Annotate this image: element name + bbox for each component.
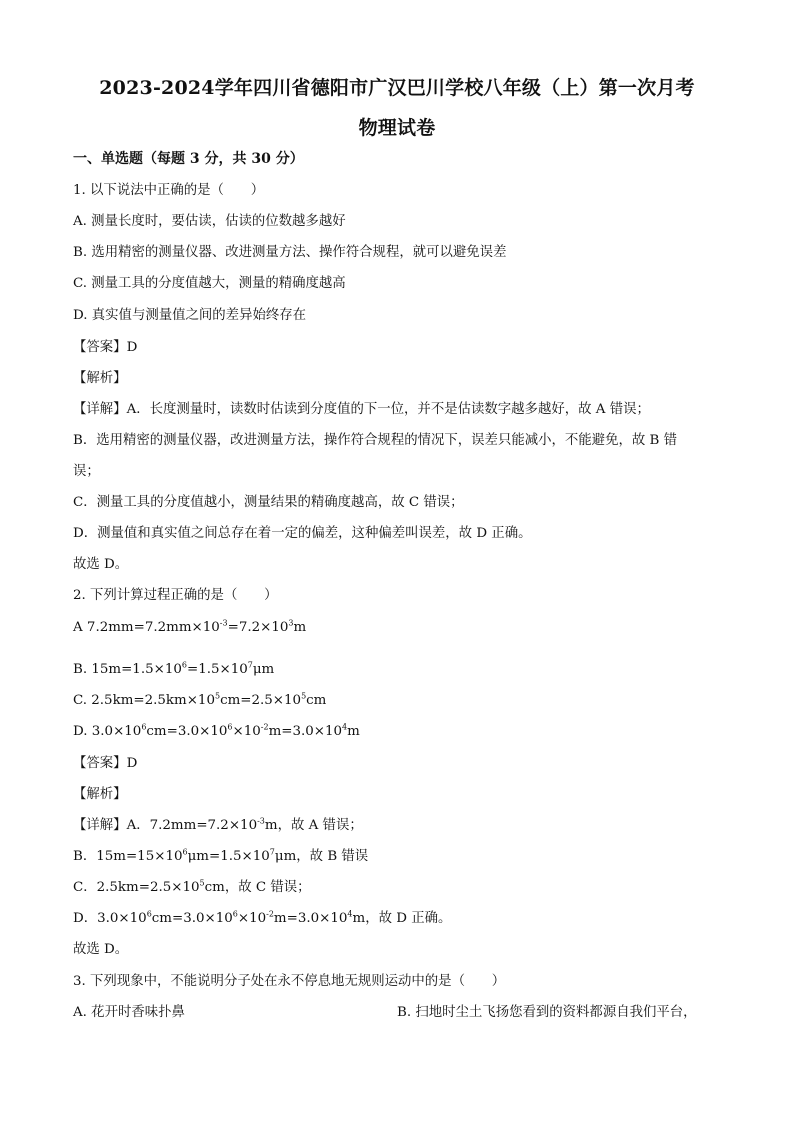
q1-stem: 1. 以下说法中正确的是（ ） xyxy=(73,183,265,198)
q1-detail-d: D．测量值和真实值之间总存在着一定的偏差，这种偏差叫误差，故 D 正确。 xyxy=(73,526,532,541)
q1-option-b: B. 选用精密的测量仪器、改进测量方法、操作符合规程，就可以避免误差 xyxy=(73,245,507,260)
paper-title-line2: 物理试卷 xyxy=(358,117,436,139)
answer-value: D xyxy=(126,756,138,771)
section-header: 一、单选题（每题 3 分，共 30 分） xyxy=(73,151,304,167)
q3-option-b: B. 扫地时尘土飞扬您看到的资料都源自我们平台， xyxy=(397,1005,697,1020)
q1-answer xyxy=(73,339,137,357)
q2-detail-b: B．$15m=15\times 10^6\mu m=1.5\times 10^7\mu m$，故 B 错误 xyxy=(73,847,369,864)
paper-title-line1: 2023-2024学年四川省德阳市广汉巴川学校八年级（上）第一次月考 xyxy=(99,77,695,99)
q1-option-d: D. 真实值与测量值之间的差异始终存在 xyxy=(73,308,307,323)
q2-option-c: C. $2.5km=2.5km\times 10^5cm=2.5\times 10^5cm$ xyxy=(73,691,327,708)
q1-option-a: A. 测量长度时，要估读，估读的位数越多越好 xyxy=(73,214,346,229)
answer-label: 【答案】 xyxy=(73,756,127,771)
detail-text: A．长度测量时，读数时估读到分度值的下一位，并不是估读数字越多越好，故 A 错误； xyxy=(126,402,650,417)
q2-conclusion: 故选 D。 xyxy=(73,942,129,957)
q2-option-b: B. $15m=1.5\times 10^6=1.5\times 10^7\mu m$ xyxy=(73,660,275,677)
q3-stem: 3. 下列现象中，不能说明分子处在永不停息地无规则运动中的是（ ） xyxy=(73,974,506,989)
q1-option-c: C. 测量工具的分度值越大，测量的精确度越高 xyxy=(73,276,346,291)
answer-value: D xyxy=(126,340,138,355)
q2-detail-c: C．$2.5km=2.5\times 10^5cm$，故 C 错误； xyxy=(73,878,311,895)
q2-stem: 2. 下列计算过程正确的是（ ） xyxy=(73,588,278,603)
detail-label: 【详解】 xyxy=(73,818,127,833)
q1-detail-b-line1: B．选用精密的测量仪器，改进测量方法，操作符合规程的情况下，误差只能减小，不能避免，故 B 错 xyxy=(73,433,677,448)
q1-analysis-label: 【解析】 xyxy=(73,371,127,386)
q2-detail-d: D．$3.0\times 10^6cm=3.0\times 10^6\times 10^{-2}m=3.0\times 10^4m$，故 D 正确。 xyxy=(73,909,452,926)
q2-option-d: D. $3.0\times 10^6cm=3.0\times 10^6\times 10^{-2}m=3.0\times 10^4m$ xyxy=(73,722,360,739)
detail-label: 【详解】 xyxy=(73,402,127,417)
q1-conclusion: 故选 D。 xyxy=(73,557,129,572)
q2-option-a: A $7.2mm=7.2mm\times 10^{-3}=7.2\times 10^3m$ xyxy=(73,618,307,635)
q1-detail-a xyxy=(73,401,650,419)
q1-detail-b-line2: 误； xyxy=(73,464,100,479)
answer-label: 【答案】 xyxy=(73,340,127,355)
q3-option-a: A. 花开时香味扑鼻 xyxy=(73,1005,185,1020)
q2-answer xyxy=(73,755,137,773)
q2-detail-a: 【详解】A．$7.2mm=7.2\times 10^{-3}m$，故 A 错误； xyxy=(73,816,363,833)
q1-detail-c: C．测量工具的分度值越小，测量结果的精确度越高，故 C 错误； xyxy=(73,495,464,510)
q2-analysis-label: 【解析】 xyxy=(73,787,127,802)
